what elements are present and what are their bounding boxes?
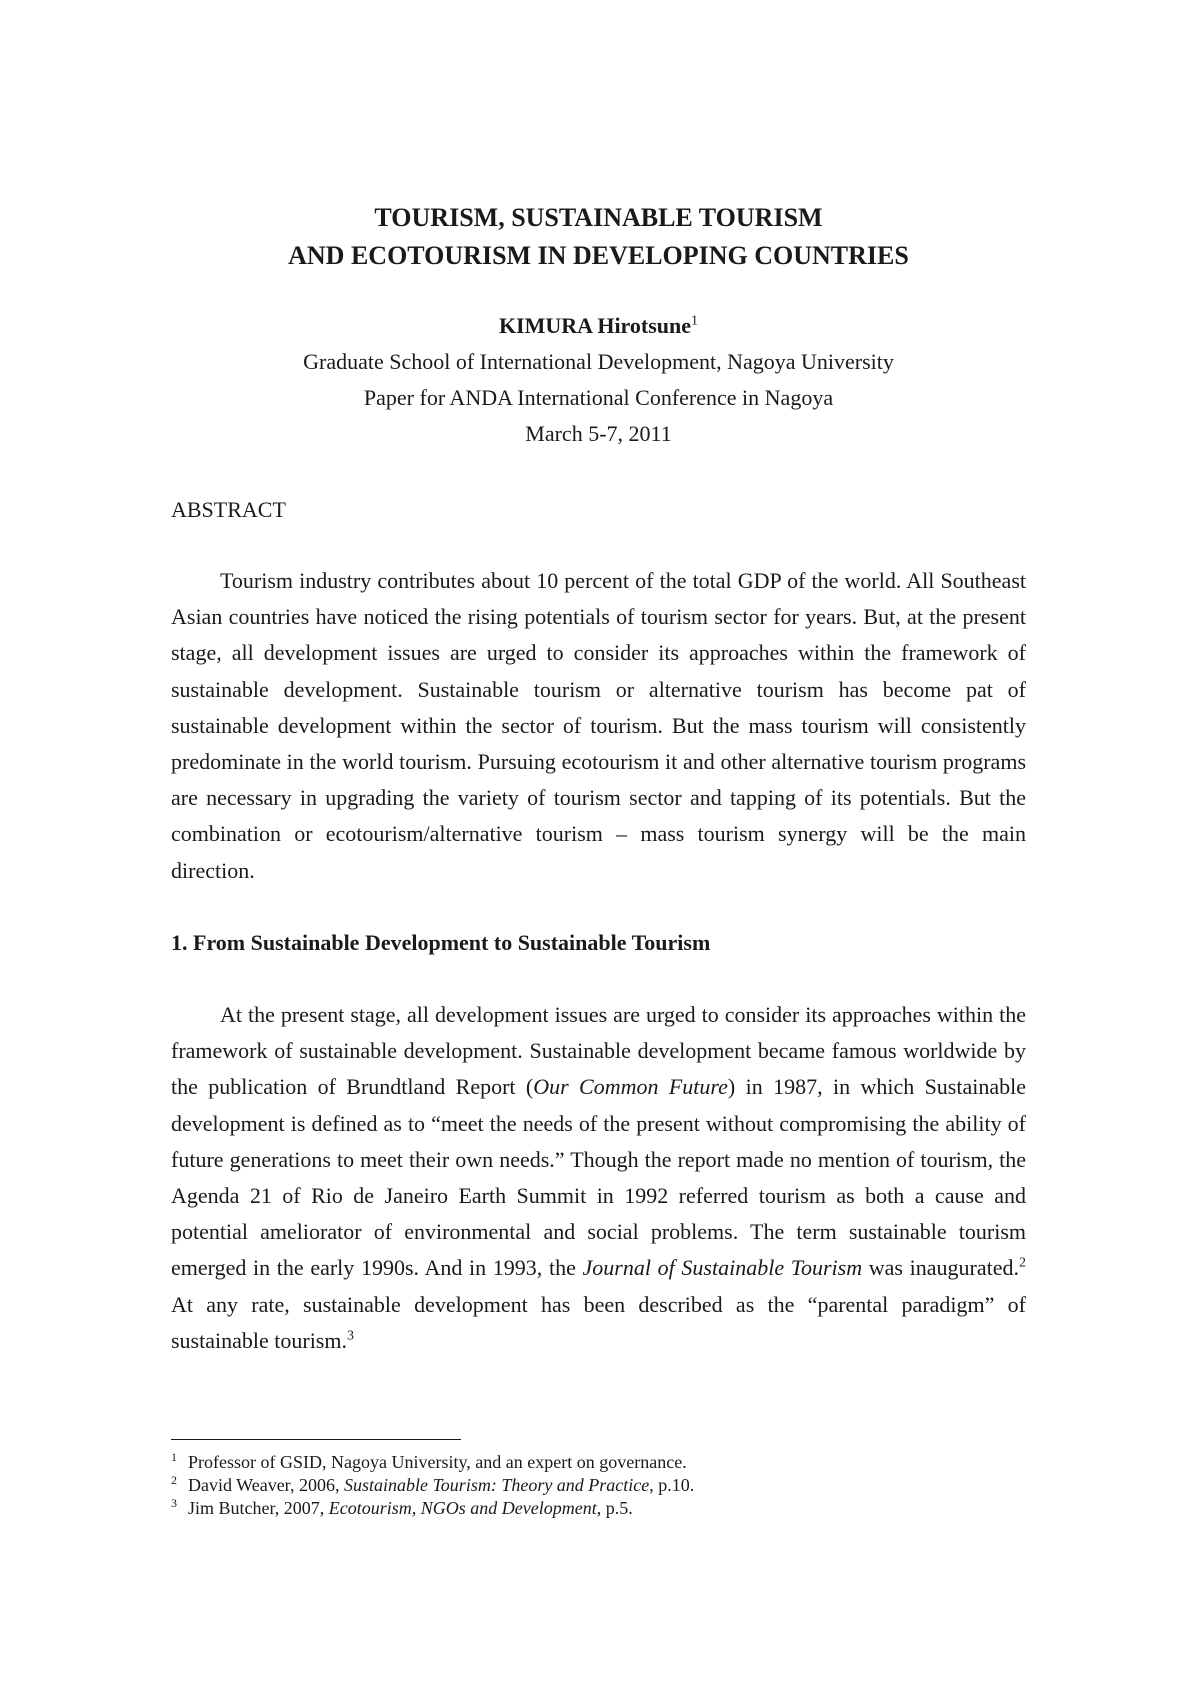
footnote-mark-2: 2 — [1019, 1256, 1026, 1272]
conference-date: March 5-7, 2011 — [525, 421, 672, 446]
footnote-text: David Weaver, 2006, — [188, 1475, 344, 1495]
paragraph-text: At the present stage, all development issues are urged to consider its approaches within the framework of sustainable development. Sustainable development became famous worldwide by the publication of Brundtland Report ( — [171, 1002, 1026, 1100]
author-line — [171, 308, 1026, 344]
footnote-text: , p.5. — [596, 1498, 633, 1518]
footnote-item: 1 Professor of GSID, Nagoya University, and an expert on governance. — [171, 1450, 687, 1472]
author-block — [171, 308, 1026, 452]
paragraph-text: ) in 1987, in which Sustainable development is defined as to “meet the needs of the present without compromising the ability of future generations to meet their own needs.” Though the report made no mention of tourism, the Agenda 21 of Rio de Janeiro Earth Summit in 1992 referred tourism as both a cause and potential ameliorator of environmental and social problems. The term sustainable tourism emerged in the early 1990s. And in 1993, the — [171, 1074, 1027, 1281]
italic-title-our-common-future: Our Common Future — [533, 1074, 728, 1100]
footnotes-list — [171, 1451, 1026, 1520]
italic-title-journal: Journal of Sustainable Tourism — [582, 1255, 863, 1281]
footnote-text: Jim Butcher, 2007, — [188, 1498, 329, 1518]
footnote-item: 2 David Weaver, 2006, Sustainable Tourism: Theory and Practice, p.10. — [171, 1473, 695, 1495]
abstract-heading: ABSTRACT — [171, 497, 286, 522]
abstract-paragraph: Tourism industry contributes about 10 percent of the total GDP of the world. All Southeast Asian countries have noticed the rising potentials of tourism sector for years. But, at the present stage, all development issues are urged to consider its approaches within the framework of sustainable development. Sustainable tourism or alternative tourism has become pat of sustainable development within the sector of tourism. But the mass tourism will consistently predominate in the world tourism. Pursuing ecotourism it and other alternative tourism programs are necessary in upgrading the variety of tourism sector and tapping of its potentials. But the combination or ecotourism/alternative tourism – mass tourism synergy will be the main direction. — [171, 568, 1026, 883]
footnote-item: 3 Jim Butcher, 2007, Ecotourism, NGOs and Development, p.5. — [171, 1496, 633, 1518]
conference-venue: Paper for ANDA International Conference in Nagoya — [363, 385, 834, 410]
footnote-mark-3: 3 — [346, 1328, 354, 1344]
footnote-text: Professor of GSID, Nagoya University, and an expert on governance. — [188, 1452, 687, 1472]
author-affiliation: Graduate School of International Development, Nagoya University — [303, 349, 894, 374]
paragraph-text: At any rate, sustainable development has been described as the “parental paradigm” of sustainable tourism. — [171, 1291, 1026, 1353]
author-name: KIMURA Hirotsune — [498, 313, 692, 338]
author-footnote-mark: 1 — [691, 313, 699, 329]
section-1-heading: 1. From Sustainable Development to Sustainable Tourism — [171, 930, 711, 955]
footnote-italic-title: Ecotourism, NGOs and Development — [328, 1498, 597, 1518]
paper-title — [171, 199, 1026, 275]
section-1-paragraph — [171, 997, 1026, 1359]
paragraph-text: was inaugurated. — [862, 1255, 1019, 1281]
footnote-text: , p.10. — [649, 1475, 695, 1495]
title-line-2: AND ECOTOURISM IN DEVELOPING COUNTRIES — [288, 241, 909, 270]
title-line-1: TOURISM, SUSTAINABLE TOURISM — [374, 203, 823, 232]
footnote-italic-title: Sustainable Tourism: Theory and Practice — [343, 1475, 650, 1495]
footnote-divider — [171, 1439, 461, 1440]
